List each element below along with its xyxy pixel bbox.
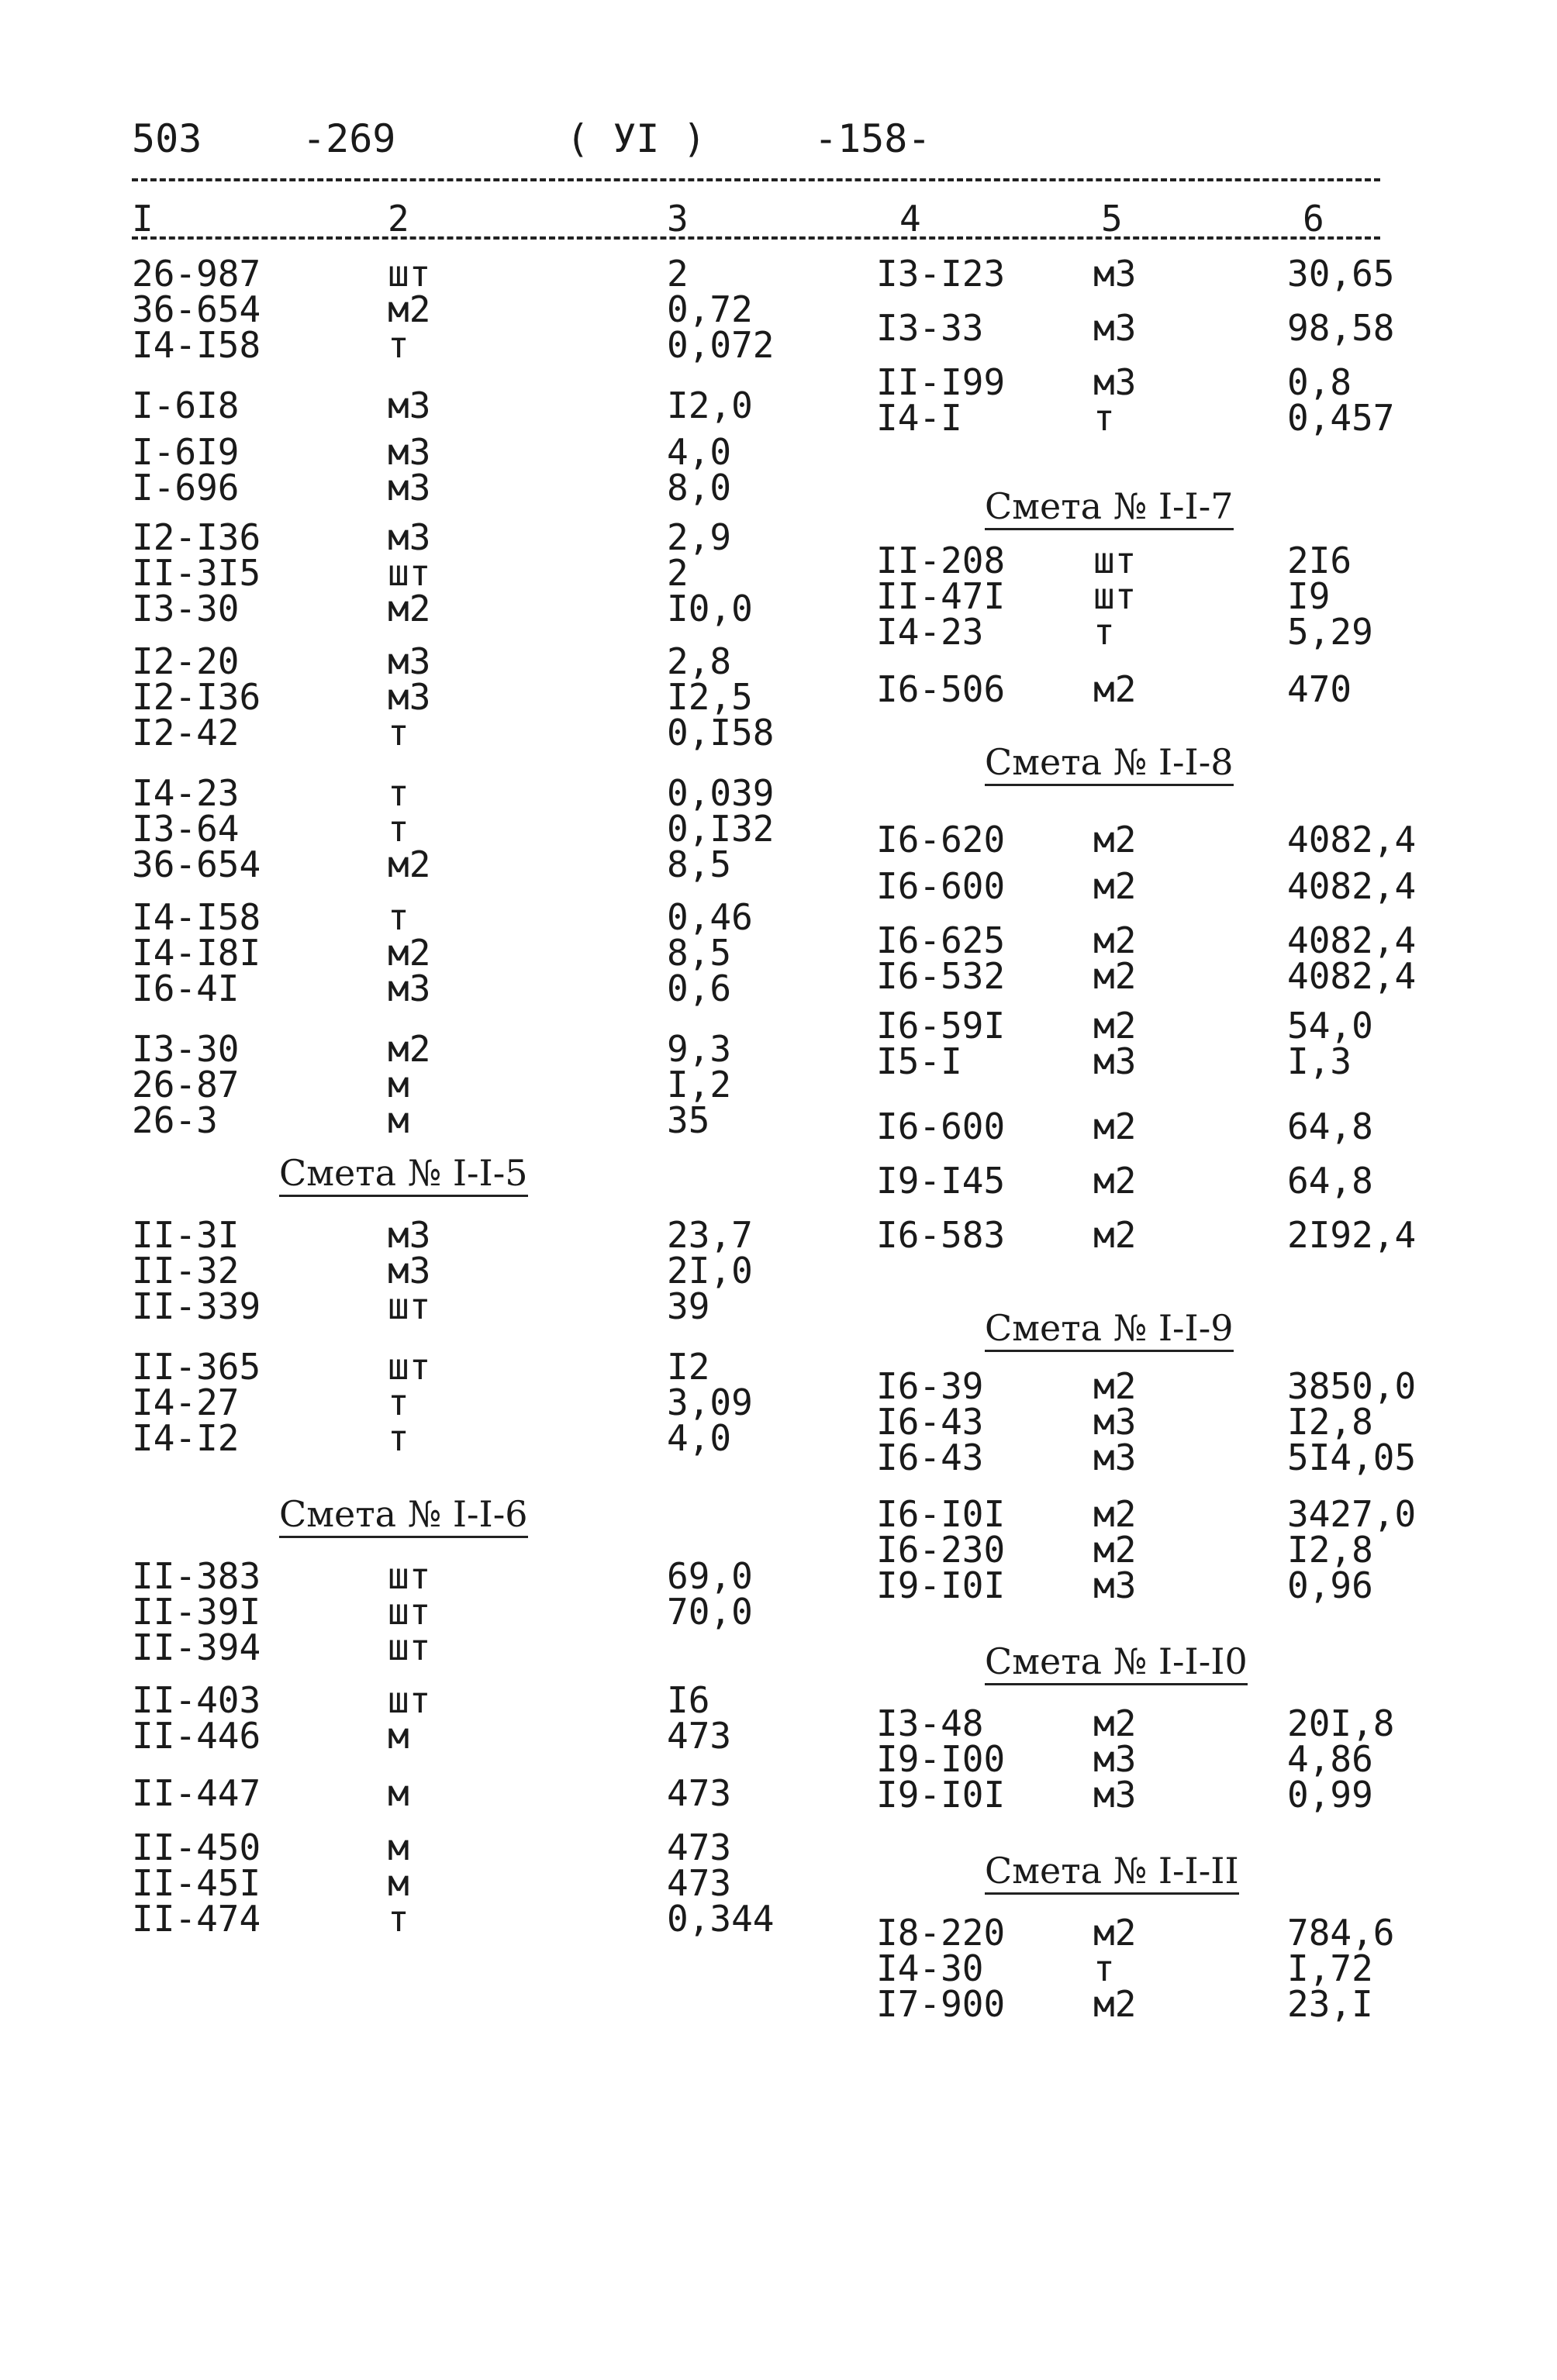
cell-code: I4-I bbox=[876, 397, 962, 439]
cell-code: I6-I0I bbox=[876, 1493, 1006, 1535]
column-rule bbox=[132, 236, 1380, 240]
cell-unit: м3 bbox=[388, 431, 431, 473]
cell-unit: т bbox=[388, 896, 409, 938]
cell-qty: 8,0 bbox=[667, 467, 732, 509]
cell-code: 26-87 bbox=[132, 1064, 240, 1105]
section-title-text: Смета № I-I-5 bbox=[279, 1152, 528, 1194]
cell-code: II-208 bbox=[876, 540, 1006, 581]
cell-unit: м3 bbox=[388, 1250, 431, 1292]
cell-code: I4-23 bbox=[876, 611, 984, 653]
cell-code: II-3I bbox=[132, 1214, 240, 1256]
section-title-text: Смета № I-I-7 bbox=[985, 485, 1234, 527]
cell-code: I3-30 bbox=[132, 588, 240, 629]
column-number: 5 bbox=[1101, 198, 1123, 240]
cell-qty: I0,0 bbox=[667, 588, 753, 629]
cell-unit: т bbox=[388, 808, 409, 850]
cell-code: I6-620 bbox=[876, 819, 1006, 861]
cell-code: I6-39 bbox=[876, 1365, 984, 1407]
cell-unit: т bbox=[1093, 611, 1115, 653]
section-underline bbox=[279, 1195, 528, 1197]
cell-code: 36-654 bbox=[132, 288, 261, 330]
cell-unit: м2 bbox=[1093, 819, 1137, 861]
cell-qty: 0,I32 bbox=[667, 808, 775, 850]
cell-qty: 23,7 bbox=[667, 1214, 753, 1256]
cell-code: I9-I45 bbox=[876, 1160, 1006, 1202]
cell-code: I6-600 bbox=[876, 1105, 1006, 1147]
cell-code: I6-532 bbox=[876, 955, 1006, 997]
cell-unit: м2 bbox=[1093, 1493, 1137, 1535]
cell-code: I6-230 bbox=[876, 1529, 1006, 1571]
cell-code: I6-583 bbox=[876, 1214, 1006, 1256]
cell-code: II-339 bbox=[132, 1285, 261, 1327]
estimate-section-title bbox=[985, 1850, 1239, 1892]
cell-unit: м2 bbox=[1093, 668, 1137, 710]
cell-code: I9-I0I bbox=[876, 1564, 1006, 1606]
cell-unit: м3 bbox=[1093, 361, 1137, 403]
cell-qty: 473 bbox=[667, 1826, 732, 1868]
cell-qty: 0,8 bbox=[1287, 361, 1352, 403]
cell-qty: 20I,8 bbox=[1287, 1702, 1395, 1744]
column-number: 2 bbox=[388, 198, 409, 240]
cell-qty: I2,0 bbox=[667, 385, 753, 426]
cell-code: I2-I36 bbox=[132, 676, 261, 718]
cell-unit: м3 bbox=[1093, 1401, 1137, 1443]
cell-qty: 54,0 bbox=[1287, 1005, 1373, 1047]
cell-code: I6-506 bbox=[876, 668, 1006, 710]
cell-code: I6-4I bbox=[132, 968, 240, 1009]
cell-unit: шт bbox=[388, 1591, 431, 1633]
section-underline bbox=[985, 1350, 1234, 1352]
cell-code: II-446 bbox=[132, 1715, 261, 1757]
cell-code: II-450 bbox=[132, 1826, 261, 1868]
cell-unit: м3 bbox=[388, 676, 431, 718]
cell-code: II-I99 bbox=[876, 361, 1006, 403]
cell-code: II-403 bbox=[132, 1679, 261, 1721]
cell-unit: м2 bbox=[1093, 919, 1137, 961]
cell-qty: 3850,0 bbox=[1287, 1365, 1417, 1407]
cell-qty: 64,8 bbox=[1287, 1105, 1373, 1147]
cell-qty: I2 bbox=[667, 1346, 710, 1388]
cell-qty: I6 bbox=[667, 1679, 710, 1721]
cell-code: I6-625 bbox=[876, 919, 1006, 961]
cell-unit: м2 bbox=[388, 588, 431, 629]
cell-unit: т bbox=[388, 772, 409, 814]
cell-code: II-383 bbox=[132, 1555, 261, 1597]
header-rule bbox=[132, 178, 1380, 181]
cell-qty: 9,3 bbox=[667, 1028, 732, 1070]
section-title-text: Смета № I-I-6 bbox=[279, 1493, 528, 1535]
cell-qty: 0,46 bbox=[667, 896, 753, 938]
estimate-section-title bbox=[985, 1640, 1248, 1682]
cell-qty: 69,0 bbox=[667, 1555, 753, 1597]
cell-qty: 2 bbox=[667, 253, 689, 295]
cell-unit: т bbox=[388, 324, 409, 366]
cell-code: 36-654 bbox=[132, 843, 261, 885]
cell-code: I-6I9 bbox=[132, 431, 240, 473]
cell-qty: 98,58 bbox=[1287, 307, 1395, 349]
cell-qty: I2,8 bbox=[1287, 1529, 1373, 1571]
cell-qty: 2I6 bbox=[1287, 540, 1352, 581]
cell-code: I3-64 bbox=[132, 808, 240, 850]
section-underline bbox=[279, 1536, 528, 1538]
cell-qty: I,72 bbox=[1287, 1947, 1373, 1989]
cell-code: I4-I8I bbox=[132, 932, 261, 974]
cell-qty: 2,8 bbox=[667, 640, 732, 682]
cell-code: II-474 bbox=[132, 1898, 261, 1940]
cell-unit: м2 bbox=[1093, 1365, 1137, 1407]
cell-unit: м3 bbox=[388, 1214, 431, 1256]
cell-code: II-365 bbox=[132, 1346, 261, 1388]
cell-code: II-32 bbox=[132, 1250, 240, 1292]
section-title-text: Смета № I-I-8 bbox=[985, 741, 1234, 783]
cell-qty: 473 bbox=[667, 1772, 732, 1814]
cell-unit: шт bbox=[388, 552, 431, 594]
cell-qty: 35 bbox=[667, 1099, 710, 1141]
cell-unit: м bbox=[388, 1715, 409, 1757]
cell-qty: I,3 bbox=[1287, 1040, 1352, 1082]
cell-qty: 3,09 bbox=[667, 1381, 753, 1423]
cell-qty: 2 bbox=[667, 552, 689, 594]
cell-unit: шт bbox=[388, 1346, 431, 1388]
cell-unit: м2 bbox=[1093, 1702, 1137, 1744]
cell-unit: м3 bbox=[388, 467, 431, 509]
cell-unit: м2 bbox=[1093, 1529, 1137, 1571]
cell-code: I4-I58 bbox=[132, 324, 261, 366]
estimate-section-title bbox=[985, 1307, 1234, 1349]
column-number: I bbox=[132, 198, 154, 240]
cell-qty: 784,6 bbox=[1287, 1912, 1395, 1954]
cell-qty: 64,8 bbox=[1287, 1160, 1373, 1202]
cell-unit: т bbox=[1093, 1947, 1115, 1989]
estimate-section-title bbox=[279, 1152, 528, 1194]
cell-code: I3-30 bbox=[132, 1028, 240, 1070]
cell-code: I9-I0I bbox=[876, 1774, 1006, 1816]
cell-unit: м2 bbox=[1093, 1005, 1137, 1047]
cell-qty: 4082,4 bbox=[1287, 819, 1417, 861]
cell-unit: м2 bbox=[388, 932, 431, 974]
cell-qty: 2I,0 bbox=[667, 1250, 753, 1292]
cell-code: I2-20 bbox=[132, 640, 240, 682]
cell-code: II-45I bbox=[132, 1862, 261, 1904]
cell-code: I4-23 bbox=[132, 772, 240, 814]
cell-qty: 4,86 bbox=[1287, 1738, 1373, 1780]
cell-qty: 4,0 bbox=[667, 1417, 732, 1459]
cell-code: I6-600 bbox=[876, 865, 1006, 907]
cell-qty: 70,0 bbox=[667, 1591, 753, 1633]
section-underline bbox=[985, 1892, 1239, 1895]
cell-qty: 0,96 bbox=[1287, 1564, 1373, 1606]
cell-unit: м3 bbox=[1093, 1040, 1137, 1082]
cell-code: II-39I bbox=[132, 1591, 261, 1633]
cell-qty: 2,9 bbox=[667, 516, 732, 558]
cell-unit: шт bbox=[388, 253, 431, 295]
cell-unit: т bbox=[388, 1417, 409, 1459]
cell-code: I-6I8 bbox=[132, 385, 240, 426]
cell-code: I7-900 bbox=[876, 1983, 1006, 2025]
cell-unit: шт bbox=[1093, 540, 1137, 581]
cell-qty: 473 bbox=[667, 1862, 732, 1904]
cell-unit: м2 bbox=[1093, 1160, 1137, 1202]
cell-unit: м2 bbox=[1093, 1983, 1137, 2025]
cell-unit: м2 bbox=[388, 843, 431, 885]
cell-code: I4-30 bbox=[876, 1947, 984, 1989]
cell-unit: м3 bbox=[1093, 1738, 1137, 1780]
cell-code: I5-I bbox=[876, 1040, 962, 1082]
cell-code: II-447 bbox=[132, 1772, 261, 1814]
cell-unit: м2 bbox=[388, 1028, 431, 1070]
cell-qty: 3427,0 bbox=[1287, 1493, 1417, 1535]
cell-unit: т bbox=[1093, 397, 1115, 439]
cell-qty: 0,6 bbox=[667, 968, 732, 1009]
cell-qty: 0,072 bbox=[667, 324, 775, 366]
cell-unit: м bbox=[388, 1772, 409, 1814]
cell-unit: шт bbox=[1093, 575, 1137, 617]
section-underline bbox=[985, 784, 1234, 786]
cell-code: I8-220 bbox=[876, 1912, 1006, 1954]
cell-qty: I9 bbox=[1287, 575, 1331, 617]
cell-code: I3-I23 bbox=[876, 253, 1006, 295]
cell-code: I2-42 bbox=[132, 712, 240, 754]
cell-qty: 8,5 bbox=[667, 843, 732, 885]
cell-unit: м3 bbox=[1093, 253, 1137, 295]
cell-unit: м2 bbox=[1093, 1105, 1137, 1147]
part-number: ( УI ) bbox=[566, 116, 706, 161]
cell-qty: 8,5 bbox=[667, 932, 732, 974]
cell-qty: 4,0 bbox=[667, 431, 732, 473]
section-title-text: Смета № I-I-9 bbox=[985, 1307, 1234, 1349]
cell-qty: 4082,4 bbox=[1287, 919, 1417, 961]
cell-code: II-394 bbox=[132, 1626, 261, 1668]
cell-unit: м3 bbox=[388, 516, 431, 558]
column-number: 3 bbox=[667, 198, 689, 240]
section-title-text: Смета № I-I-I0 bbox=[985, 1640, 1248, 1682]
cell-code: I4-I58 bbox=[132, 896, 261, 938]
cell-qty: 0,72 bbox=[667, 288, 753, 330]
cell-unit: шт bbox=[388, 1285, 431, 1327]
cell-unit: м2 bbox=[1093, 1912, 1137, 1954]
cell-unit: м3 bbox=[388, 968, 431, 1009]
cell-qty: I2,5 bbox=[667, 676, 753, 718]
cell-unit: м3 bbox=[1093, 307, 1137, 349]
cell-qty: 470 bbox=[1287, 668, 1352, 710]
cell-unit: м bbox=[388, 1064, 409, 1105]
cell-unit: шт bbox=[388, 1555, 431, 1597]
section-underline bbox=[985, 528, 1234, 530]
cell-code: I6-43 bbox=[876, 1437, 984, 1478]
cell-code: 26-3 bbox=[132, 1099, 218, 1141]
cell-code: I9-I00 bbox=[876, 1738, 1006, 1780]
cell-unit: т bbox=[388, 1898, 409, 1940]
cell-code: I4-27 bbox=[132, 1381, 240, 1423]
column-number: 6 bbox=[1303, 198, 1324, 240]
cell-unit: м3 bbox=[1093, 1564, 1137, 1606]
cell-code: I3-33 bbox=[876, 307, 984, 349]
cell-code: I6-59I bbox=[876, 1005, 1006, 1047]
cell-unit: м2 bbox=[1093, 955, 1137, 997]
cell-qty: 4082,4 bbox=[1287, 955, 1417, 997]
cell-qty: 23,I bbox=[1287, 1983, 1373, 2025]
doc-number: 503 bbox=[132, 116, 202, 161]
cell-unit: м2 bbox=[1093, 1214, 1137, 1256]
cell-code: I4-I2 bbox=[132, 1417, 240, 1459]
cell-qty: 39 bbox=[667, 1285, 710, 1327]
cell-unit: шт bbox=[388, 1626, 431, 1668]
column-number: 4 bbox=[899, 198, 921, 240]
cell-unit: м bbox=[388, 1099, 409, 1141]
cell-qty: 4082,4 bbox=[1287, 865, 1417, 907]
section-title-text: Смета № I-I-II bbox=[985, 1850, 1239, 1892]
cell-qty: 473 bbox=[667, 1715, 732, 1757]
cell-qty: 0,I58 bbox=[667, 712, 775, 754]
cell-code: II-47I bbox=[876, 575, 1006, 617]
cell-code: I2-I36 bbox=[132, 516, 261, 558]
cell-unit: т bbox=[388, 712, 409, 754]
cell-unit: м3 bbox=[1093, 1774, 1137, 1816]
cell-unit: т bbox=[388, 1381, 409, 1423]
section-underline bbox=[985, 1683, 1248, 1685]
cell-unit: м3 bbox=[1093, 1437, 1137, 1478]
page-number: -158- bbox=[814, 116, 931, 161]
estimate-section-title bbox=[985, 485, 1234, 527]
estimate-section-title bbox=[985, 741, 1234, 783]
cell-qty: 0,039 bbox=[667, 772, 775, 814]
cell-unit: м3 bbox=[388, 640, 431, 682]
cell-unit: м3 bbox=[388, 385, 431, 426]
cell-qty: 5I4,05 bbox=[1287, 1437, 1417, 1478]
cell-code: I6-43 bbox=[876, 1401, 984, 1443]
cell-unit: шт bbox=[388, 1679, 431, 1721]
estimate-section-title bbox=[279, 1493, 528, 1535]
cell-qty: I2,8 bbox=[1287, 1401, 1373, 1443]
cell-qty: 0,457 bbox=[1287, 397, 1395, 439]
cell-qty: I,2 bbox=[667, 1064, 732, 1105]
cell-code: 26-987 bbox=[132, 253, 261, 295]
cell-code: I3-48 bbox=[876, 1702, 984, 1744]
cell-qty: 30,65 bbox=[1287, 253, 1395, 295]
cell-unit: м bbox=[388, 1862, 409, 1904]
cell-code: I-696 bbox=[132, 467, 240, 509]
cell-qty: 0,99 bbox=[1287, 1774, 1373, 1816]
cell-code: II-3I5 bbox=[132, 552, 261, 594]
cell-qty: 0,344 bbox=[667, 1898, 775, 1940]
cell-qty: 5,29 bbox=[1287, 611, 1373, 653]
cell-qty: 2I92,4 bbox=[1287, 1214, 1417, 1256]
cell-unit: м2 bbox=[1093, 865, 1137, 907]
cell-unit: м bbox=[388, 1826, 409, 1868]
cell-unit: м2 bbox=[388, 288, 431, 330]
sheet-number: -269 bbox=[302, 116, 396, 161]
